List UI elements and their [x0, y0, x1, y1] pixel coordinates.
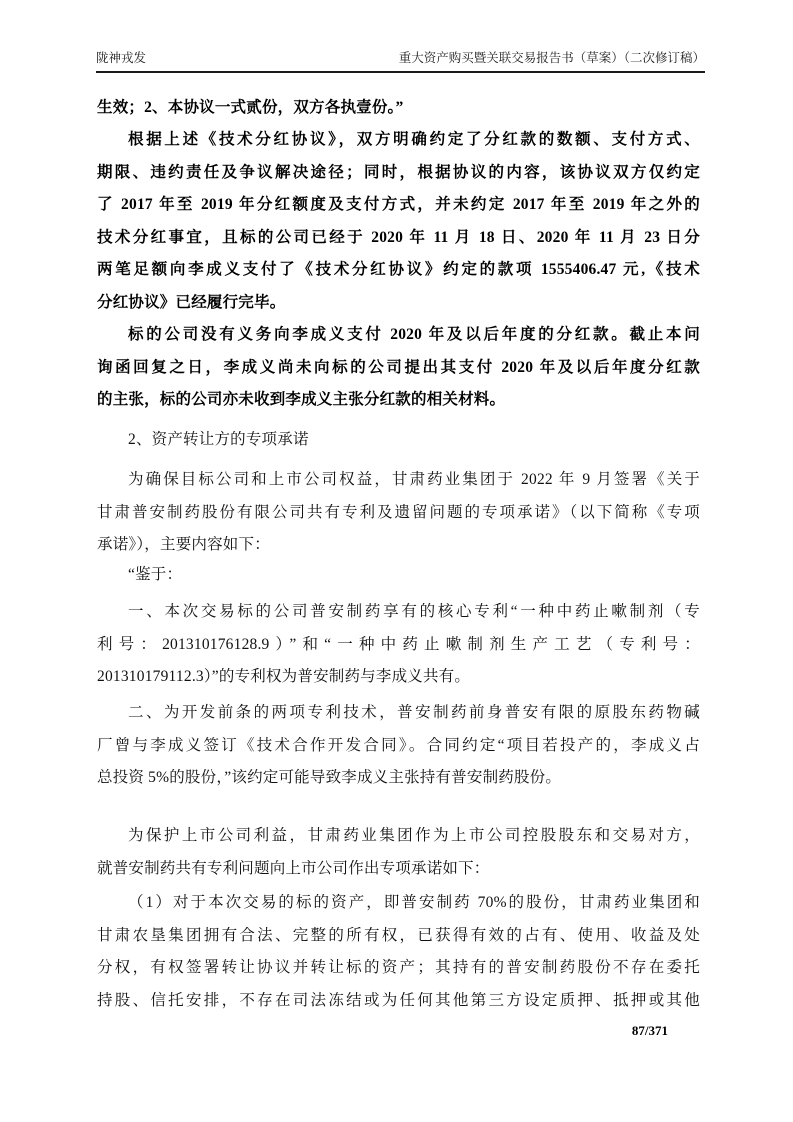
- paragraph: [97, 596, 700, 694]
- text-line: 生效；2、本协议一式贰份，双方各执壹份。”: [97, 99, 404, 116]
- text-line: 二、为开发前条的两项专利技术，普安制药前身普安有限的原股东药物碱: [128, 704, 700, 721]
- text-line: 询函回复之日，李成义尚未向标的公司提出其支付 2020 年及以后年度分红款: [97, 358, 700, 376]
- text-line: 为确保目标公司和上市公司权益，甘肃药业集团于 2022 年 9 月签署《关于: [128, 471, 700, 488]
- text-line: “鉴于：: [128, 566, 183, 583]
- text-line: 持股、信托安排，不存在司法冻结或为任何其他第三方设定质押、抵押或其他: [97, 991, 700, 1009]
- text-line: 技术分红事宜，且标的公司已经于 2020 年 11 月 18 日、2020 年 11 月 23 日分: [97, 228, 700, 246]
- text-line: 甘肃普安制药股份有限公司共有专利及遗留问题的专项承诺》（以下简称《专项: [97, 503, 700, 521]
- paragraph: [97, 124, 700, 319]
- header-report-title: 重大资产购买暨关联交易报告书（草案）（二次修订稿）: [398, 51, 705, 65]
- text-line: 为保护上市公司利益，甘肃药业集团作为上市公司控股股东和交易对方，: [128, 827, 700, 844]
- paragraph: [97, 464, 700, 562]
- text-line: 分红协议》已经履行完毕。: [97, 293, 286, 311]
- paragraph: [97, 820, 700, 885]
- text-line: 总投资 5%的股份，”该约定可能导致李成义主张持有普安制药股份。: [97, 769, 562, 786]
- text-line: 的主张，标的公司亦未收到李成义主张分红款的相关材料。: [97, 391, 506, 408]
- text-line: 201310179112.3）”的专利权为普安制药与李成义共有。: [97, 668, 471, 685]
- text-line: （1）对于本次交易的标的资产，即普安制药 70%的股份，甘肃药业集团和: [128, 894, 700, 911]
- text-line: 利号：201310176128.9）”和“一种中药止嗽制剂生产工艺（专利号：: [97, 635, 700, 653]
- page-number: 87/371: [631, 1023, 668, 1038]
- text-line: 标的公司没有义务向李成义支付 2020 年及以后年度的分红款。截止本问: [128, 326, 700, 343]
- paragraph: [97, 319, 700, 417]
- text-line: 分权，有权签署转让协议并转让标的资产；其持有的普安制药股份不存在委托: [97, 959, 700, 976]
- text-line: 厂曾与李成义签订《技术合作开发合同》。合同约定“项目若投产的，李成义占: [97, 736, 700, 754]
- document-body: [97, 0, 700, 1122]
- header-company-name: 陇神戎发: [96, 51, 147, 65]
- text-line: 一、本次交易标的公司普安制药享有的核心专利“一种中药止嗽制剂（专: [128, 603, 700, 620]
- text-line: 承诺》），主要内容如下：: [97, 536, 270, 553]
- section-heading: [97, 424, 700, 457]
- text-line: 根据上述《技术分红协议》，双方明确约定了分红款的数额、支付方式、: [128, 131, 700, 148]
- paragraph: [97, 697, 700, 795]
- text-line: 2、资产转让方的专项承诺: [128, 431, 309, 448]
- paragraph: [97, 887, 700, 1017]
- text-line: 两笔足额向李成义支付了《技术分红协议》约定的款项 1555406.47 元,《技术: [97, 261, 700, 278]
- paragraph: [97, 92, 700, 125]
- text-line: 就普安制药共有专利问题向上市公司作出专项承诺如下：: [97, 859, 490, 877]
- paragraph: [97, 559, 700, 592]
- text-line: 了 2017 年至 2019 年分红额度及支付方式，并未约定 2017 年至 2019 年之外的: [97, 196, 700, 213]
- text-line: 期限、违约责任及争议解决途径；同时，根据协议的内容，该协议双方仅约定: [97, 163, 700, 181]
- text-line: 甘肃农垦集团拥有合法、完整的所有权，已获得有效的占有、使用、收益及处: [97, 926, 700, 944]
